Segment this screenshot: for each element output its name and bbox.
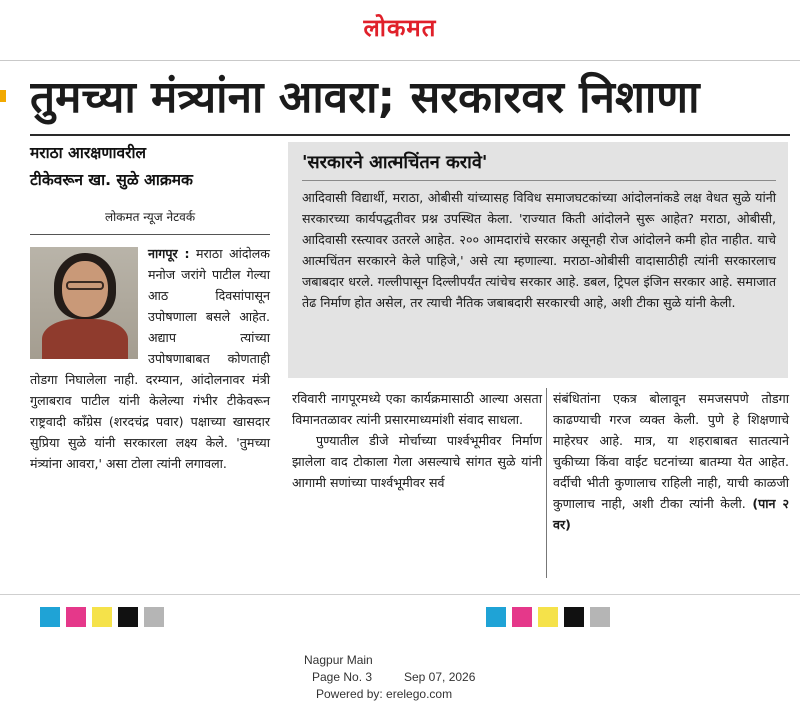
swatch-magenta [66,607,86,627]
portrait-photo [30,247,138,359]
color-registration-bar-right [486,607,610,629]
sidebar-title: 'सरकारने आत्मचिंतन करावे' [302,152,488,173]
byline: लोकमत न्यूज नेटवर्क [104,210,196,224]
swatch-magenta [512,607,532,627]
swatch-cyan [40,607,60,627]
left-column [30,140,270,580]
middle-column [292,388,542,578]
sidebar-divider [302,180,776,181]
continued-marker: (पान २ वर) [553,496,789,532]
lead-text: मराठा आंदोलक मनोज जरांगे पाटील गेल्या आठ दिवसांपासून उपोषणाला बसले आहेत. अद्याप त्यांच्या उपोषणाबाबत कोणताही तोडगा निघालेला नाही. दरम्यान, आंदोलनावर मंत्री गुलाबराव पाटील यांनी केलेल्या गंभीर टीकेवरून राष्ट्रवादी काँग्रेस (शरदचंद्र पवार) पक्षाच्या खासदार सुप्रिया सुळे यांनी सरकारला लक्ष्य केले. 'तुमच्या मंत्र्यांना आवरा,' असा टोला त्यांनी लगावला. [30,246,270,471]
sidebar-box [288,142,788,378]
middle-paragraph-2: पुण्यातील डीजे मोर्चाच्या पार्श्वभूमीवर निर्माण झालेला वाद टोकाला गेला असल्याचे सांगत सुळे यांनी आगामी सणांच्या पार्श्वभूमीवर सर्व [292,433,542,490]
swatch-black [118,607,138,627]
lokmat-logo: लोकमत [363,13,437,42]
swatch-gray [144,607,164,627]
sidebar-body: आदिवासी विद्यार्थी, मराठा, ओबीसी यांच्यासह विविध समाजघटकांच्या आंदोलनांकडे लक्ष वेधत सुळे यांनी सरकारच्या कार्यपद्धतीवर प्रश्न उपस्थित केला. 'राज्यात किती आंदोलने सुरू आहेत? मराठा, ओबीसी, आदिवासी रस्त्यावर उतरले आहेत. २०० आमदारांचे सरकार असूनही रोज आंदोलने कमी होत नाहीत. याचे आत्मचिंतन सरकारने केले पाहिजे,' असे त्या म्हणाल्या. मराठा-ओबीसी वादासाठीही त्यांनी सरकारलाच जबाबदार धरले. गल्लीपासून दिल्लीपर्यंत त्यांचेच सरकार आहे. डबल, ट्रिपल इंजिन सरकार आहे. समाजात तेढ निर्माण होत असेल, तर त्याची नैतिक जबाबदारी सरकारची आहे, अशी टीका सुळे यांनी केली. [302,190,776,310]
subhead-line-2: टीकेवरून खा. सुळे आक्रमक [30,171,193,189]
byline-divider [30,234,270,235]
dateline: नागपूर : [148,246,190,261]
powered-by: Powered by: erelego.com [316,687,453,701]
lead-paragraph [30,243,270,474]
right-column-text: संबंधितांना एकत्र बोलावून समजसपणे तोडगा काढण्याची गरज व्यक्त केली. पुणे हे शिक्षणाचे माहेरघर आहे. मात्र, या शहराबाबत सातत्याने चुकीच्या किंवा वाईट घटनांच्या बातम्या येत आहेत. वर्दीची भीती कुणालाच राहिली नाही, याची काळजी कुणालाच नाही, अशी टीका त्यांनी केली. [553,391,789,511]
middle-paragraph-1: रविवारी नागपूरमध्ये एका कार्यक्रमासाठी आल्या असता विमानतळावर त्यांनी प्रसारमाध्यमांशी संवाद साधला. [292,391,542,427]
swatch-yellow [538,607,558,627]
top-divider [0,60,800,61]
column-divider [546,388,547,578]
masthead [0,8,800,48]
edition-date: Sep 07, 2026 [404,670,476,684]
swatch-black [564,607,584,627]
accent-mark [0,90,6,102]
page-number: Page No. 3 [312,670,373,684]
swatch-yellow [92,607,112,627]
headline-divider [30,134,790,136]
swatch-gray [590,607,610,627]
edition-name: Nagpur Main [304,653,373,667]
page-footer [0,652,800,704]
swatch-cyan [486,607,506,627]
right-column [553,388,789,578]
headline: तुमच्या मंत्र्यांना आवरा; सरकारवर निशाणा [30,72,700,123]
subhead-line-1: मराठा आरक्षणावरील [30,144,147,162]
bottom-divider [0,594,800,595]
color-registration-bar-left [40,607,164,629]
subheadline [30,140,270,194]
